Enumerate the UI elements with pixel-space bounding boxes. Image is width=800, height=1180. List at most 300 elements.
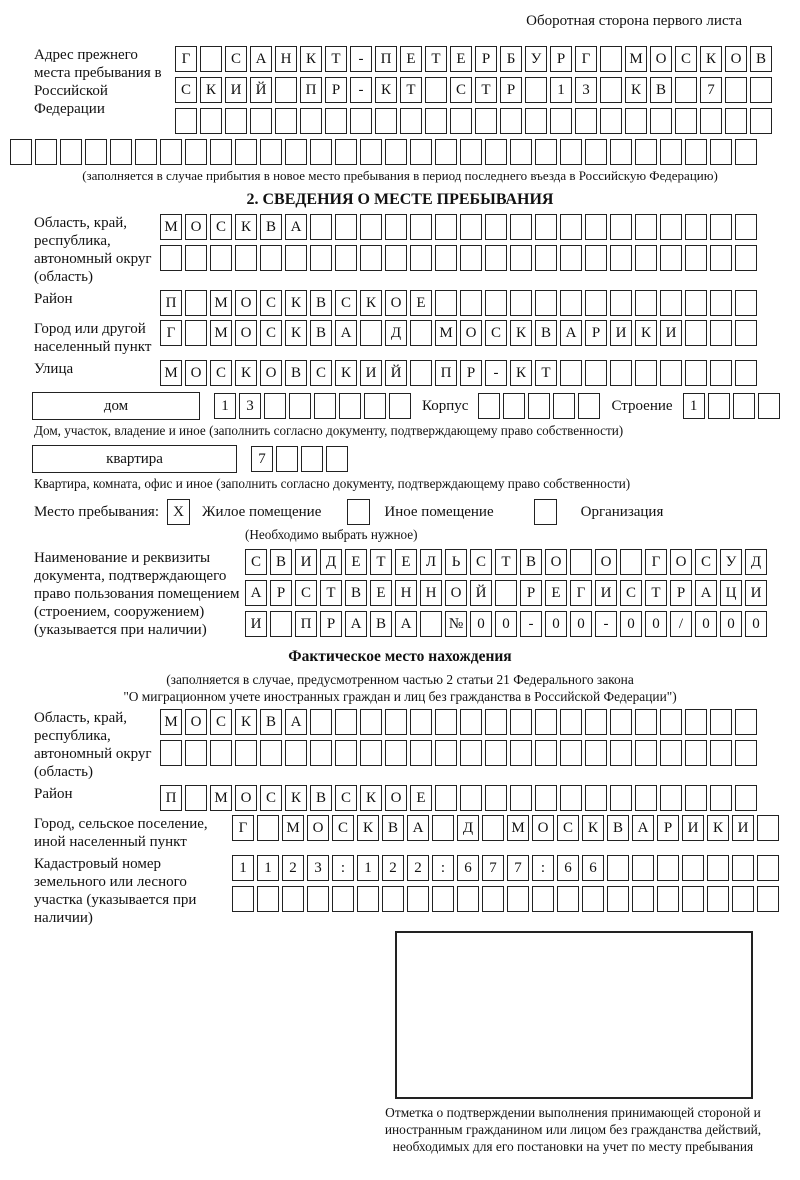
- char-box: [35, 139, 57, 165]
- char-box: [585, 360, 607, 386]
- char-box: Е: [450, 46, 472, 72]
- char-box: [710, 709, 732, 735]
- char-box: [510, 740, 532, 766]
- char-box: П: [300, 77, 322, 103]
- char-box: А: [285, 214, 307, 240]
- char-box: К: [510, 320, 532, 346]
- char-box: [282, 886, 304, 912]
- char-box: [620, 549, 642, 575]
- document-label: Наименование и реквизиты документа, подтверждающего право пользования помещением (строением, сооружением) (указывается при наличии): [34, 550, 240, 638]
- char-box: В: [310, 785, 332, 811]
- char-box: [285, 245, 307, 271]
- char-box: [708, 393, 730, 419]
- korpus-cells: [478, 393, 603, 419]
- prev-address-row-2: [175, 77, 775, 103]
- char-box: А: [245, 580, 267, 606]
- char-box: М: [625, 46, 647, 72]
- char-box: [420, 611, 442, 637]
- char-box: Д: [385, 320, 407, 346]
- char-box: [482, 886, 504, 912]
- char-box: [560, 290, 582, 316]
- char-box: [232, 886, 254, 912]
- char-box: [257, 815, 279, 841]
- char-box: [550, 108, 572, 134]
- char-box: [610, 740, 632, 766]
- char-box: [410, 740, 432, 766]
- char-box: [657, 886, 679, 912]
- char-box: [560, 709, 582, 735]
- char-box: Т: [370, 549, 392, 575]
- char-box: [685, 290, 707, 316]
- char-box: [364, 393, 386, 419]
- char-box: О: [185, 214, 207, 240]
- char-box: А: [250, 46, 272, 72]
- char-box: [710, 139, 732, 165]
- other-premises-option-label: Иное помещение: [384, 503, 494, 520]
- char-box: Е: [370, 580, 392, 606]
- char-box: В: [285, 360, 307, 386]
- char-box: [264, 393, 286, 419]
- char-box: [210, 245, 232, 271]
- cadastre-label: Кадастровый номер земельного или лесного участка (указывается при наличии): [34, 856, 197, 926]
- region-block: [10, 214, 790, 286]
- char-box: С: [260, 320, 282, 346]
- char-box: [610, 139, 632, 165]
- char-box: Й: [470, 580, 492, 606]
- char-box: [389, 393, 411, 419]
- char-box: О: [650, 46, 672, 72]
- stay-type-label: Место пребывания:: [34, 503, 159, 520]
- char-box: [635, 740, 657, 766]
- char-box: [275, 108, 297, 134]
- char-box: [335, 245, 357, 271]
- char-box: [460, 740, 482, 766]
- char-box: [510, 139, 532, 165]
- char-box: Й: [385, 360, 407, 386]
- char-box: К: [235, 214, 257, 240]
- char-box: Р: [520, 580, 542, 606]
- char-box: [410, 320, 432, 346]
- char-box: [385, 214, 407, 240]
- district-label: Район: [34, 291, 73, 307]
- char-box: [535, 740, 557, 766]
- char-box: [360, 139, 382, 165]
- char-box: 7: [700, 77, 722, 103]
- char-box: Р: [270, 580, 292, 606]
- char-box: О: [445, 580, 467, 606]
- prev-address-label: Адрес прежнего места пребывания в Российской Федерации: [34, 47, 162, 117]
- char-box: [185, 785, 207, 811]
- char-box: [335, 740, 357, 766]
- char-box: 1: [550, 77, 572, 103]
- char-box: [432, 815, 454, 841]
- city-row: [160, 320, 760, 346]
- char-box: 0: [695, 611, 717, 637]
- char-box: Е: [410, 785, 432, 811]
- char-box: С: [485, 320, 507, 346]
- char-box: Р: [585, 320, 607, 346]
- char-box: [733, 393, 755, 419]
- actual-region-label: Область, край, республика, автономный округ (область): [34, 710, 152, 780]
- char-box: [110, 139, 132, 165]
- char-box: В: [345, 580, 367, 606]
- char-box: И: [595, 580, 617, 606]
- char-box: 6: [557, 855, 579, 881]
- char-box: [410, 139, 432, 165]
- char-box: А: [345, 611, 367, 637]
- char-box: [657, 855, 679, 881]
- char-box: О: [460, 320, 482, 346]
- char-box: 0: [570, 611, 592, 637]
- cadastre-rows: [232, 855, 782, 912]
- char-box: [185, 740, 207, 766]
- char-box: [600, 46, 622, 72]
- char-box: 6: [457, 855, 479, 881]
- char-box: С: [450, 77, 472, 103]
- char-box: В: [260, 709, 282, 735]
- char-box: [185, 290, 207, 316]
- char-box: 2: [282, 855, 304, 881]
- prev-address-row-4: [10, 139, 790, 165]
- char-box: О: [235, 320, 257, 346]
- char-box: [528, 393, 550, 419]
- char-box: /: [670, 611, 692, 637]
- document-row-3: [245, 611, 770, 637]
- char-box: С: [470, 549, 492, 575]
- char-box: Н: [420, 580, 442, 606]
- char-box: [660, 360, 682, 386]
- char-box: К: [707, 815, 729, 841]
- page-side-note: Оборотная сторона первого листа: [526, 13, 742, 29]
- char-box: [710, 785, 732, 811]
- char-box: Б: [500, 46, 522, 72]
- char-box: [410, 214, 432, 240]
- char-box: М: [160, 709, 182, 735]
- char-box: А: [695, 580, 717, 606]
- char-box: [85, 139, 107, 165]
- char-box: [410, 245, 432, 271]
- char-box: [185, 245, 207, 271]
- char-box: С: [310, 360, 332, 386]
- char-box: И: [660, 320, 682, 346]
- char-box: П: [435, 360, 457, 386]
- char-box: Л: [420, 549, 442, 575]
- char-box: [707, 886, 729, 912]
- char-box: [435, 245, 457, 271]
- char-box: Т: [320, 580, 342, 606]
- char-box: [735, 709, 757, 735]
- char-box: [500, 108, 522, 134]
- char-box: П: [295, 611, 317, 637]
- apartment-label-box: квартира: [32, 445, 237, 473]
- char-box: О: [532, 815, 554, 841]
- city-block: [10, 320, 790, 356]
- char-box: [185, 320, 207, 346]
- char-box: К: [200, 77, 222, 103]
- char-box: [450, 108, 472, 134]
- char-box: М: [210, 320, 232, 346]
- char-box: Ь: [445, 549, 467, 575]
- char-box: [270, 611, 292, 637]
- char-box: [285, 740, 307, 766]
- char-box: [510, 709, 532, 735]
- actual-location-note-1: (заполняется в случае, предусмотренном частью 2 статьи 21 Федерального закона: [166, 672, 634, 687]
- char-box: [435, 785, 457, 811]
- prev-address-rows: [175, 46, 775, 134]
- char-box: [632, 886, 654, 912]
- char-box: [575, 108, 597, 134]
- char-box: П: [160, 290, 182, 316]
- char-box: [632, 855, 654, 881]
- char-box: [360, 245, 382, 271]
- char-box: Р: [325, 77, 347, 103]
- char-box: В: [650, 77, 672, 103]
- char-box: [495, 580, 517, 606]
- char-box: [357, 886, 379, 912]
- char-box: М: [282, 815, 304, 841]
- char-box: [385, 740, 407, 766]
- char-box: А: [285, 709, 307, 735]
- char-box: [10, 139, 32, 165]
- char-box: [435, 740, 457, 766]
- char-box: К: [375, 77, 397, 103]
- char-box: [335, 709, 357, 735]
- char-box: [750, 108, 772, 134]
- residential-checkbox: X: [167, 499, 190, 525]
- street-label: Улица: [34, 361, 74, 377]
- char-box: [360, 740, 382, 766]
- char-box: -: [595, 611, 617, 637]
- char-box: С: [335, 785, 357, 811]
- char-box: С: [620, 580, 642, 606]
- char-box: [235, 245, 257, 271]
- char-box: [585, 139, 607, 165]
- char-box: [285, 139, 307, 165]
- char-box: [435, 290, 457, 316]
- city-label: Город или другой населенный пункт: [34, 321, 152, 355]
- char-box: О: [185, 709, 207, 735]
- char-box: [400, 108, 422, 134]
- char-box: [485, 785, 507, 811]
- char-box: [685, 360, 707, 386]
- char-box: И: [745, 580, 767, 606]
- char-box: О: [260, 360, 282, 386]
- char-box: [578, 393, 600, 419]
- char-box: [360, 214, 382, 240]
- char-box: [535, 785, 557, 811]
- char-box: С: [675, 46, 697, 72]
- char-box: В: [520, 549, 542, 575]
- char-box: И: [610, 320, 632, 346]
- char-box: А: [632, 815, 654, 841]
- char-box: [60, 139, 82, 165]
- char-box: Е: [400, 46, 422, 72]
- char-box: [482, 815, 504, 841]
- char-box: И: [360, 360, 382, 386]
- char-box: [635, 214, 657, 240]
- char-box: [750, 77, 772, 103]
- char-box: [460, 785, 482, 811]
- char-box: [735, 740, 757, 766]
- char-box: [557, 886, 579, 912]
- char-box: О: [595, 549, 617, 575]
- district-block: [10, 290, 790, 316]
- char-box: К: [635, 320, 657, 346]
- char-box: [635, 245, 657, 271]
- stay-type-row: [34, 499, 790, 525]
- char-box: 1: [357, 855, 379, 881]
- char-box: [485, 290, 507, 316]
- choose-note: (Необходимо выбрать нужное): [245, 527, 418, 542]
- char-box: [700, 108, 722, 134]
- char-box: В: [270, 549, 292, 575]
- char-box: [260, 245, 282, 271]
- char-box: К: [357, 815, 379, 841]
- apartment-row: [32, 445, 790, 473]
- char-box: [235, 740, 257, 766]
- char-box: [560, 214, 582, 240]
- char-box: [710, 290, 732, 316]
- char-box: У: [720, 549, 742, 575]
- char-box: А: [560, 320, 582, 346]
- char-box: М: [210, 785, 232, 811]
- house-caption: Дом, участок, владение и иное (заполнить согласно документу, подтверждающему право собственности): [34, 423, 624, 438]
- char-box: С: [295, 580, 317, 606]
- char-box: [610, 785, 632, 811]
- char-box: 2: [407, 855, 429, 881]
- char-box: [635, 785, 657, 811]
- char-box: М: [435, 320, 457, 346]
- char-box: К: [360, 785, 382, 811]
- char-box: П: [375, 46, 397, 72]
- char-box: У: [525, 46, 547, 72]
- char-box: Р: [475, 46, 497, 72]
- char-box: [225, 108, 247, 134]
- char-box: О: [385, 785, 407, 811]
- cadastre-row-1: [232, 855, 782, 881]
- char-box: В: [750, 46, 772, 72]
- char-box: [710, 320, 732, 346]
- char-box: [485, 214, 507, 240]
- char-box: [260, 740, 282, 766]
- char-box: 7: [507, 855, 529, 881]
- char-box: [725, 77, 747, 103]
- organization-checkbox: [534, 499, 557, 525]
- char-box: С: [210, 360, 232, 386]
- char-box: [310, 709, 332, 735]
- char-box: [435, 709, 457, 735]
- char-box: [660, 709, 682, 735]
- char-box: [585, 290, 607, 316]
- char-box: [607, 855, 629, 881]
- region-row-1: [160, 214, 760, 240]
- char-box: О: [235, 785, 257, 811]
- char-box: [757, 886, 779, 912]
- char-box: 1: [257, 855, 279, 881]
- char-box: [725, 108, 747, 134]
- char-box: [685, 214, 707, 240]
- char-box: А: [407, 815, 429, 841]
- actual-location-title: Фактическое место нахождения: [288, 648, 512, 665]
- house-label-box: дом: [32, 392, 200, 420]
- char-box: [375, 108, 397, 134]
- char-box: В: [607, 815, 629, 841]
- char-box: [732, 855, 754, 881]
- region-row-2: [160, 245, 760, 271]
- char-box: [707, 855, 729, 881]
- char-box: [485, 139, 507, 165]
- actual-district-label: Район: [34, 786, 73, 802]
- char-box: [432, 886, 454, 912]
- char-box: [585, 740, 607, 766]
- actual-region-block: [10, 709, 790, 781]
- char-box: И: [245, 611, 267, 637]
- registration-mark-box: [395, 931, 753, 1099]
- char-box: О: [307, 815, 329, 841]
- residential-option-label: Жилое помещение: [202, 503, 322, 520]
- char-box: [610, 290, 632, 316]
- char-box: [310, 740, 332, 766]
- char-box: [675, 108, 697, 134]
- char-box: [385, 709, 407, 735]
- char-box: Т: [495, 549, 517, 575]
- char-box: 0: [745, 611, 767, 637]
- char-box: С: [335, 290, 357, 316]
- char-box: Е: [395, 549, 417, 575]
- char-box: [385, 139, 407, 165]
- char-box: [460, 214, 482, 240]
- char-box: Р: [460, 360, 482, 386]
- char-box: Г: [570, 580, 592, 606]
- char-box: Т: [535, 360, 557, 386]
- char-box: [185, 139, 207, 165]
- apartment-caption: Квартира, комната, офис и иное (заполнить согласно документу, подтверждающему право собственности): [34, 476, 631, 491]
- section2-title: 2. СВЕДЕНИЯ О МЕСТЕ ПРЕБЫВАНИЯ: [246, 191, 554, 208]
- char-box: [326, 446, 348, 472]
- char-box: В: [310, 290, 332, 316]
- char-box: Н: [395, 580, 417, 606]
- char-box: [310, 245, 332, 271]
- char-box: [310, 214, 332, 240]
- char-box: -: [485, 360, 507, 386]
- actual-region-row-2: [160, 740, 760, 766]
- char-box: [600, 77, 622, 103]
- char-box: [325, 108, 347, 134]
- char-box: Г: [175, 46, 197, 72]
- prev-address-row-3: [175, 108, 775, 134]
- char-box: В: [382, 815, 404, 841]
- char-box: [525, 77, 547, 103]
- char-box: 1: [683, 393, 705, 419]
- char-box: [210, 740, 232, 766]
- char-box: [710, 214, 732, 240]
- char-box: К: [285, 785, 307, 811]
- char-box: 0: [495, 611, 517, 637]
- char-box: [758, 393, 780, 419]
- prev-address-row-1: [175, 46, 775, 72]
- char-box: К: [235, 709, 257, 735]
- char-box: [625, 108, 647, 134]
- char-box: [710, 360, 732, 386]
- char-box: [160, 740, 182, 766]
- document-block: [10, 549, 790, 639]
- char-box: [735, 139, 757, 165]
- char-box: 7: [482, 855, 504, 881]
- char-box: О: [670, 549, 692, 575]
- char-box: Т: [645, 580, 667, 606]
- char-box: К: [360, 290, 382, 316]
- char-box: [600, 108, 622, 134]
